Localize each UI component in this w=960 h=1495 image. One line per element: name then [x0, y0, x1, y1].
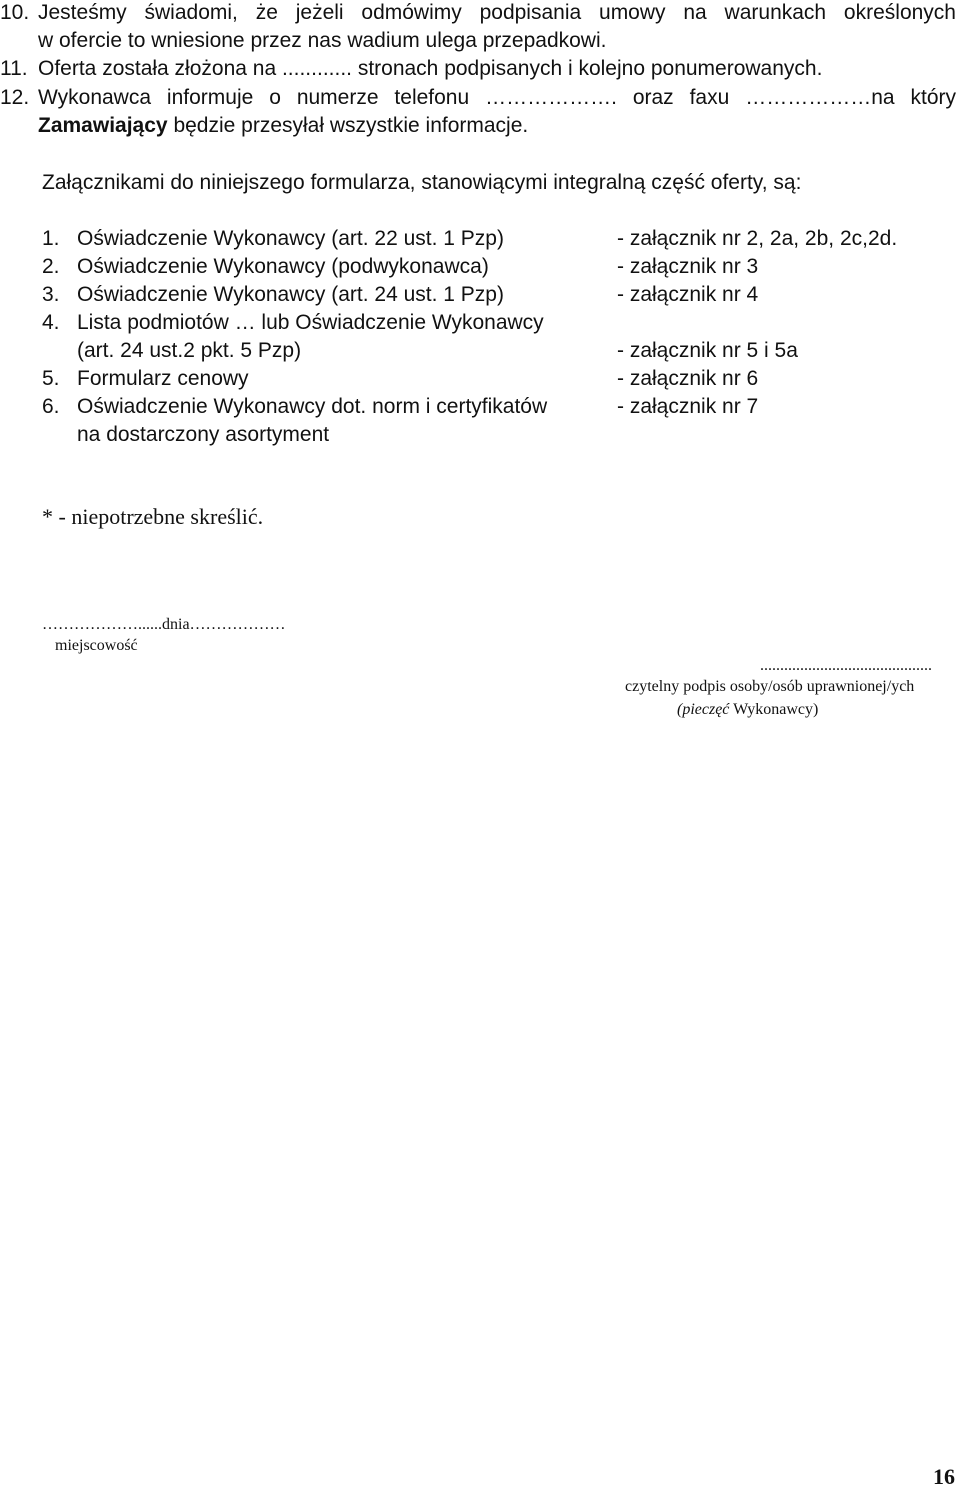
item-12-number: 12.	[0, 86, 30, 109]
signature-label: czytelny podpis osoby/osób uprawnionej/ych	[625, 678, 915, 695]
item-10-line-1: Jesteśmy świadomi, że jeżeli odmówimy podpisania umowy na warunkach określonych	[38, 1, 956, 24]
item-11-number: 11.	[0, 57, 28, 80]
attachment-5-ref: - załącznik nr 6	[617, 367, 759, 390]
footnote: * - niepotrzebne skreślić.	[42, 504, 264, 529]
attachment-3-desc: Oświadczenie Wykonawcy (art. 24 ust. 1 Pzp)	[77, 283, 504, 306]
attachment-6-desc: Oświadczenie Wykonawcy dot. norm i certyfikatów	[77, 395, 548, 418]
item-12-line-1: Wykonawca informuje o numerze telefonu ………………. oraz faxu ………………na który	[38, 86, 956, 109]
attachments-intro: Załącznikami do niniejszego formularza, stanowiącymi integralną część oferty, są:	[42, 171, 802, 194]
attachment-4-number: 4.	[42, 311, 60, 334]
attachment-2-number: 2.	[42, 255, 60, 278]
attachment-2-ref: - załącznik nr 3	[617, 255, 759, 278]
stamp-label-rest: Wykonawcy)	[733, 701, 819, 718]
attachment-5-desc: Formularz cenowy	[77, 367, 249, 390]
attachment-2-desc: Oświadczenie Wykonawcy (podwykonawca)	[77, 255, 489, 278]
attachment-1-ref: - załącznik nr 2, 2a, 2b, 2c,2d.	[617, 227, 898, 250]
item-11-text: Oferta została złożona na ............ stronach podpisanych i kolejno ponumerowanych.	[38, 57, 823, 80]
stamp-label	[677, 700, 818, 720]
attachment-4-desc: Lista podmiotów … lub Oświadczenie Wykonawcy	[77, 311, 544, 334]
item-10-line-2: w ofercie to wniesione przez nas wadium ulega przepadkowi.	[38, 29, 607, 52]
attachment-3-number: 3.	[42, 283, 60, 306]
attachment-6-number: 6.	[42, 395, 60, 418]
place-date-line: ………………......dnia………………	[42, 616, 286, 633]
place-label: miejscowość	[55, 637, 138, 654]
attachment-3-ref: - załącznik nr 4	[617, 283, 759, 306]
signature-dots: ...........................................	[760, 657, 932, 674]
attachment-6-ref: - załącznik nr 7	[617, 395, 759, 418]
attachment-1-desc: Oświadczenie Wykonawcy (art. 22 ust. 1 Pzp)	[77, 227, 504, 250]
attachment-5-number: 5.	[42, 367, 60, 390]
zamawiajacy-bold: Zamawiający	[38, 114, 168, 137]
attachment-4-ref: - załącznik nr 5 i 5a	[617, 339, 798, 362]
item-10-number: 10.	[0, 1, 30, 24]
page-number: 16	[933, 1464, 955, 1489]
stamp-label-italic: (pieczęć	[677, 701, 730, 718]
item-12-line-2	[38, 113, 528, 139]
attachment-6-desc-2: na dostarczony asortyment	[77, 423, 330, 446]
item-12-line-2-rest: będzie przesyłał wszystkie informacje.	[173, 114, 529, 137]
attachment-1-number: 1.	[42, 227, 60, 250]
attachment-4-desc-2: (art. 24 ust.2 pkt. 5 Pzp)	[77, 339, 302, 362]
